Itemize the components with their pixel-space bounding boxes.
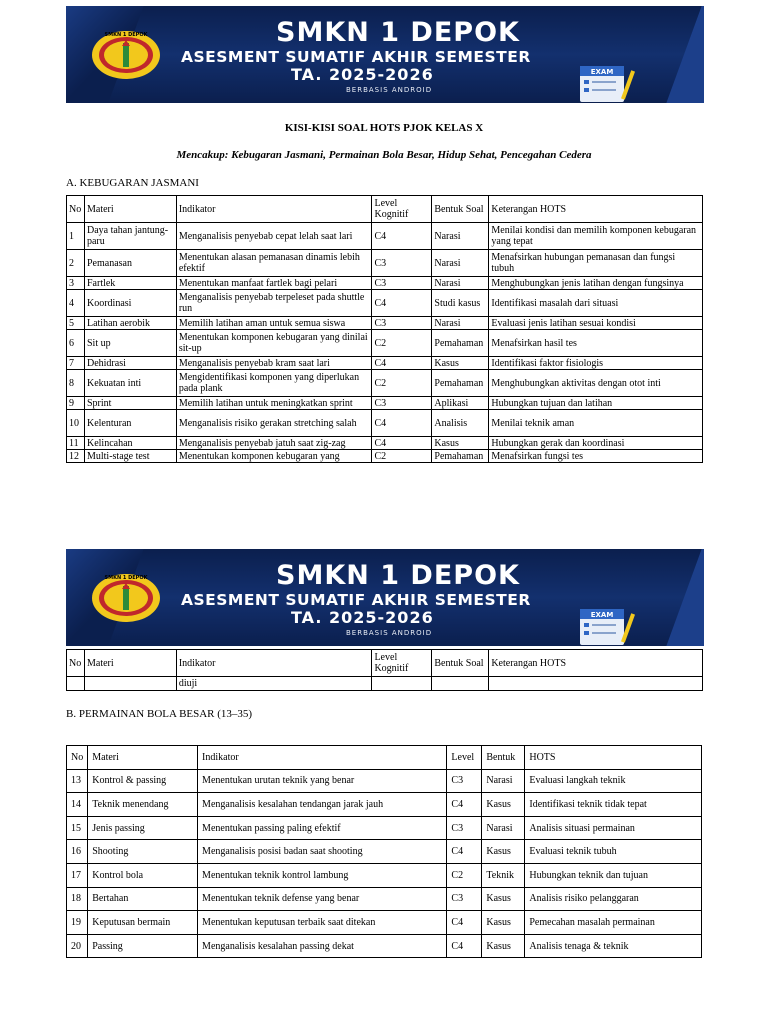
table-row [67, 816, 702, 840]
header-cell: Indikator [198, 746, 447, 770]
cell: Menganalisis posisi badan saat shooting [198, 840, 447, 864]
cell: Hubungkan gerak dan koordinasi [489, 437, 703, 450]
header-banner [66, 6, 704, 103]
cell: 2 [67, 250, 85, 277]
cell: Passing [88, 934, 198, 958]
cell [432, 677, 489, 691]
header-cell: Bentuk Soal [432, 196, 489, 223]
cell: Narasi [432, 317, 489, 330]
table-row [67, 317, 703, 330]
cell: C4 [372, 357, 432, 370]
cell: Multi-stage test [84, 450, 176, 463]
cell: Menentukan teknik kontrol lambung [198, 863, 447, 887]
cell: Narasi [482, 816, 525, 840]
cell: 15 [67, 816, 88, 840]
cell: Kelincahan [84, 437, 176, 450]
header-cell: Level [447, 746, 482, 770]
header-cell: No [67, 650, 85, 677]
cell: C3 [372, 317, 432, 330]
table-row [67, 911, 702, 935]
cell: Keputusan bermain [88, 911, 198, 935]
banner-exam: ASESMENT SUMATIF AKHIR SEMESTER [181, 48, 531, 66]
header-cell: Materi [84, 196, 176, 223]
cell: Identifikasi masalah dari situasi [489, 290, 703, 317]
cell: C4 [447, 911, 482, 935]
header-banner-page-2 [66, 549, 704, 646]
cell: Menentukan alasan pemanasan dinamis lebih efektif [176, 250, 372, 277]
cell: Kasus [432, 437, 489, 450]
table-row [67, 370, 703, 397]
cell: Kasus [482, 840, 525, 864]
header-cell: No [67, 746, 88, 770]
table-row [67, 330, 703, 357]
table-header-row [67, 196, 703, 223]
cell: 13 [67, 769, 88, 793]
table-row [67, 450, 703, 463]
cell: 17 [67, 863, 88, 887]
cell: C2 [372, 330, 432, 357]
cell: Menentukan passing paling efektif [198, 816, 447, 840]
cell: Sprint [84, 397, 176, 410]
cell: Analisis risiko pelanggaran [525, 887, 702, 911]
table-row [67, 223, 703, 250]
table-row [67, 840, 702, 864]
cell: Narasi [432, 250, 489, 277]
exam-clipboard-icon [576, 603, 636, 645]
cell: C3 [447, 887, 482, 911]
banner-school: SMKN 1 DEPOK [276, 17, 520, 48]
logo-text: SMKN 1 DEPOK [104, 32, 148, 38]
cell: Menganalisis penyebab terpeleset pada shuttle run [176, 290, 372, 317]
cell: Kontrol & passing [88, 769, 198, 793]
banner-tagline: BERBASIS ANDROID [346, 629, 433, 637]
cell: C2 [372, 450, 432, 463]
cell: Aplikasi [432, 397, 489, 410]
cell: Jenis passing [88, 816, 198, 840]
header-cell: Bentuk [482, 746, 525, 770]
cell: Menentukan urutan teknik yang benar [198, 769, 447, 793]
continuation-table [66, 649, 703, 691]
cell: 16 [67, 840, 88, 864]
header-cell: Keterangan HOTS [489, 650, 703, 677]
cell: C4 [372, 290, 432, 317]
cell: Menentukan manfaat fartlek bagi pelari [176, 277, 372, 290]
cell: 6 [67, 330, 85, 357]
table-row [67, 397, 703, 410]
table-row [67, 769, 702, 793]
table-row [67, 410, 703, 437]
header-cell: No [67, 196, 85, 223]
cell: Analisis tenaga & teknik [525, 934, 702, 958]
cell: Memilih latihan untuk meningkatkan sprint [176, 397, 372, 410]
cell: Evaluasi jenis latihan sesuai kondisi [489, 317, 703, 330]
exam-clipboard-icon [576, 60, 636, 102]
cell: Fartlek [84, 277, 176, 290]
cell: 12 [67, 450, 85, 463]
cell: C4 [372, 437, 432, 450]
cell: Kasus [482, 911, 525, 935]
cell: 7 [67, 357, 85, 370]
section-a-heading: A. KEBUGARAN JASMANI [66, 177, 199, 189]
cell: Menganalisis risiko gerakan stretching salah [176, 410, 372, 437]
cell: Narasi [432, 223, 489, 250]
cell: 20 [67, 934, 88, 958]
cell [372, 677, 432, 691]
table-row [67, 250, 703, 277]
cell: Kasus [432, 357, 489, 370]
cell: Menghubungkan aktivitas dengan otot inti [489, 370, 703, 397]
table-row [67, 863, 702, 887]
cell: C4 [372, 223, 432, 250]
cell: Kontrol bola [88, 863, 198, 887]
cell: Hubungkan teknik dan tujuan [525, 863, 702, 887]
header-cell: Indikator [176, 196, 372, 223]
header-cell: Bentuk Soal [432, 650, 489, 677]
header-cell: Indikator [176, 650, 372, 677]
cell: 10 [67, 410, 85, 437]
cell: Menganalisis penyebab kram saat lari [176, 357, 372, 370]
cell: Menentukan komponen kebugaran yang [176, 450, 372, 463]
header-cell: Level Kognitif [372, 650, 432, 677]
cell: 5 [67, 317, 85, 330]
cell: Pemahaman [432, 450, 489, 463]
cell: Narasi [432, 277, 489, 290]
header-cell: Materi [84, 650, 176, 677]
cell: Dehidrasi [84, 357, 176, 370]
banner-year: TA. 2025-2026 [291, 608, 434, 627]
cell: Pemahaman [432, 330, 489, 357]
document-title: KISI-KISI SOAL HOTS PJOK KELAS X [284, 122, 484, 134]
document-scope: Mencakup: Kebugaran Jasmani, Permainan Bola Besar, Hidup Sehat, Pencegahan Cedera [176, 149, 592, 161]
cell: Pemahaman [432, 370, 489, 397]
cell: Kasus [482, 793, 525, 817]
cell: Memilih latihan aman untuk semua siswa [176, 317, 372, 330]
cell: Daya tahan jantung-paru [84, 223, 176, 250]
table-row [67, 290, 703, 317]
exam-label: EXAM [590, 611, 614, 619]
cell: Menentukan teknik defense yang benar [198, 887, 447, 911]
cell: 1 [67, 223, 85, 250]
table-row [67, 887, 702, 911]
cell: Narasi [482, 769, 525, 793]
header-cell: Materi [88, 746, 198, 770]
cell: Identifikasi teknik tidak tepat [525, 793, 702, 817]
cell: 8 [67, 370, 85, 397]
cell: Pemanasan [84, 250, 176, 277]
cell [489, 677, 703, 691]
cell: Menafsirkan hubungan pemanasan dan fungsi tubuh [489, 250, 703, 277]
cell: diuji [176, 677, 372, 691]
cell: 4 [67, 290, 85, 317]
table-row [67, 677, 703, 691]
cell: Menilai teknik aman [489, 410, 703, 437]
cell: 11 [67, 437, 85, 450]
cell: Koordinasi [84, 290, 176, 317]
banner-school: SMKN 1 DEPOK [276, 560, 520, 591]
school-logo-icon [91, 30, 161, 80]
cell: 18 [67, 887, 88, 911]
cell: Teknik [482, 863, 525, 887]
table-row [67, 437, 703, 450]
table-row [67, 793, 702, 817]
banner-exam: ASESMENT SUMATIF AKHIR SEMESTER [181, 591, 531, 609]
cell: Menentukan komponen kebugaran yang dinilai sit-up [176, 330, 372, 357]
cell: Menilai kondisi dan memilih komponen kebugaran yang tepat [489, 223, 703, 250]
cell: Menafsirkan fungsi tes [489, 450, 703, 463]
cell: Kasus [482, 887, 525, 911]
cell: 9 [67, 397, 85, 410]
table-row [67, 357, 703, 370]
cell: Hubungkan tujuan dan latihan [489, 397, 703, 410]
cell: Mengidentifikasi komponen yang diperlukan pada plank [176, 370, 372, 397]
banner-tagline: BERBASIS ANDROID [346, 86, 433, 94]
cell: Kasus [482, 934, 525, 958]
cell: C3 [372, 397, 432, 410]
section-b-table [66, 745, 702, 958]
cell: 19 [67, 911, 88, 935]
cell: Shooting [88, 840, 198, 864]
cell: C4 [372, 410, 432, 437]
cell: Bertahan [88, 887, 198, 911]
table-row [67, 277, 703, 290]
exam-label: EXAM [590, 68, 614, 76]
cell: Identifikasi faktor fisiologis [489, 357, 703, 370]
table-header-row [67, 746, 702, 770]
cell: Menafsirkan hasil tes [489, 330, 703, 357]
cell: C2 [447, 863, 482, 887]
cell: 14 [67, 793, 88, 817]
section-b-heading: B. PERMAINAN BOLA BESAR (13–35) [66, 708, 253, 720]
cell: C4 [447, 793, 482, 817]
cell: Analisis situasi permainan [525, 816, 702, 840]
cell: Evaluasi langkah teknik [525, 769, 702, 793]
cell: Analisis [432, 410, 489, 437]
cell [67, 677, 85, 691]
cell: Menentukan keputusan terbaik saat ditekan [198, 911, 447, 935]
table-header-row [67, 650, 703, 677]
cell: Menganalisis kesalahan passing dekat [198, 934, 447, 958]
cell: Menganalisis penyebab jatuh saat zig-zag [176, 437, 372, 450]
header-cell: HOTS [525, 746, 702, 770]
school-logo-icon [91, 573, 161, 623]
logo-text: SMKN 1 DEPOK [104, 575, 148, 581]
cell: Kekuatan inti [84, 370, 176, 397]
cell: Evaluasi teknik tubuh [525, 840, 702, 864]
banner-year: TA. 2025-2026 [291, 65, 434, 84]
cell: Kelenturan [84, 410, 176, 437]
table-row [67, 934, 702, 958]
cell: C3 [447, 816, 482, 840]
cell: Pemecahan masalah permainan [525, 911, 702, 935]
header-cell: Level Kognitif [372, 196, 432, 223]
cell: C4 [447, 840, 482, 864]
cell: 3 [67, 277, 85, 290]
cell [84, 677, 176, 691]
section-a-table [66, 195, 703, 463]
cell: Latihan aerobik [84, 317, 176, 330]
cell: C3 [372, 277, 432, 290]
cell: Studi kasus [432, 290, 489, 317]
cell: C2 [372, 370, 432, 397]
cell: C3 [447, 769, 482, 793]
cell: Sit up [84, 330, 176, 357]
cell: Teknik menendang [88, 793, 198, 817]
cell: C4 [447, 934, 482, 958]
cell: C3 [372, 250, 432, 277]
cell: Menganalisis penyebab cepat lelah saat lari [176, 223, 372, 250]
cell: Menganalisis kesalahan tendangan jarak jauh [198, 793, 447, 817]
header-cell: Keterangan HOTS [489, 196, 703, 223]
cell: Menghubungkan jenis latihan dengan fungsinya [489, 277, 703, 290]
